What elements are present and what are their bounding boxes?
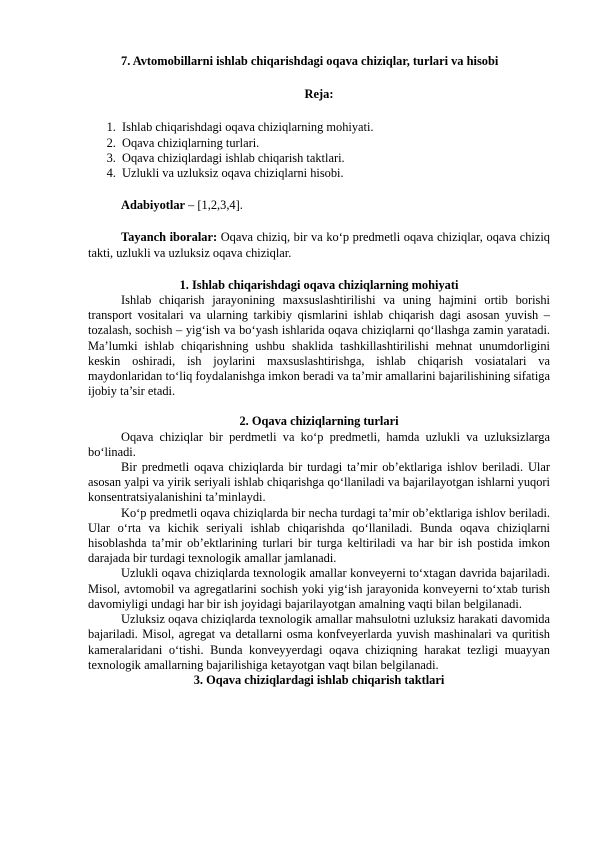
section-2-paragraph: Bir predmetli oqava chiziqlarda bir turdagi ta’mir ob’ektlariga ishlov beriladi. Ular asosan yalpi va yirik seriyali ishlab chiqarishga qo‘llaniladi va bajarilayotgan ishlarni yuqori konsentratsiyalanishini ta’minlaydi. [88,460,550,505]
keywords-paragraph [88,230,550,260]
plan-item: 2. Oqava chiziqlarning turlari. [119,136,550,151]
section-2-paragraph: Uzluksiz oqava chiziqlarda texnologik amallar mahsulotni uzluksiz harakati davomida bajariladi. Misol, agregat va detallarni osma konfveyerlarda yuvish mashinalari va quritish kameralaridani o‘tishi. Bunda konveyyerdagi oqava chiziqning harakat tezligi muayyan texnologik amallarning bajarilishiga ketayotgan vaqt bilan belgilanadi. [88,612,550,672]
section-2-paragraph: Ko‘p predmetli oqava chiziqlarda bir necha turdagi ta’mir ob’ektlariga ishlov beriladi. Ular o‘rta va kichik seriyali ishlab chiqarishda qo‘llaniladi. Bunda oqava chiziqlarni hisoblashda ta’mir ob’ektlarining turlari bir turga keltiriladi va har bir ish postida imkon darajada bir turdagi texnologik amallar jamlanadi. [88,505,550,566]
literature-text: – [1,2,3,4]. [185,198,243,213]
section-2-paragraph: Uzlukli oqava chiziqlarda texnologik amallar konveyerni to‘xtagan davrida bajariladi. Misol, avtomobil va agregatlarini sochish yoki yig‘ish jarayonida konveyerni to‘xtab turish davomiyligi undagi har bir ish joyidagi bajarilayotgan amalning vaqti bilan belgilanadi. [88,566,550,611]
section-3-heading: 3. Oqava chiziqlardagi ishlab chiqarish taktlari [193,672,445,687]
keywords-text: Oqava chiziq, bir va ko‘p predmetli oqava chiziqlar, oqava chiziq takti, uzlukli va uzluksiz oqava chiziqlar. [88,230,550,260]
section-1-heading: 1. Ishlab chiqarishdagi oqava chiziqlarning mohiyati [179,277,459,292]
literature-line [88,198,550,213]
plan-item: 4. Uzlukli va uzluksiz oqava chiziqlarni hisobi. [119,166,550,181]
plan-item: 3. Oqava chiziqlardagi ishlab chiqarish taktlari. [119,151,550,166]
plan-list [88,120,550,181]
section-2-paragraph: Oqava chiziqlar bir perdmetli va ko‘p predmetli, hamda uzlukli va uzluksizlarga bo‘linadi. [88,429,550,459]
literature-label: Adabiyotlar [121,198,186,213]
document-page [88,54,550,688]
section-1-paragraph: Ishlab chiqarish jarayonining maxsuslashtirilishi va uning hajmini ortib borishi transport vositalari va ularning tarkibiy qismlarini ishlab chiqarish dagi asosan yuvish – tozalash, sochish – yig‘ish va bo‘yash ishlarida oqava chiziqlarni qo‘llashga zamin yaratadi. Ma’lumki ishlab chiqarishning ushbu shaklida tashkillashtirilishi mehnat unumdorligini keskin oshiradi, ish joylarini maxsuslashtirishga, ishlab chiqarish vosiatalari va maydonlaridan to‘liq foydalanishga imkon beradi va ta’mir amallarini bajarilishining sifatiga ijobiy ta’sir etadi. [88,293,550,399]
plan-heading: Reja: [304,87,334,102]
keywords-label: Tayanch iboralar: [121,230,218,245]
plan-item: 1. Ishlab chiqarishdagi oqava chiziqlarning mohiyati. [119,120,550,135]
document-title: 7. Avtomobillarni ishlab chiqarishdagi oqava chiziqlar, turlari va hisobi [121,54,499,68]
section-2-heading: 2. Oqava chiziqlarning turlari [239,414,399,429]
